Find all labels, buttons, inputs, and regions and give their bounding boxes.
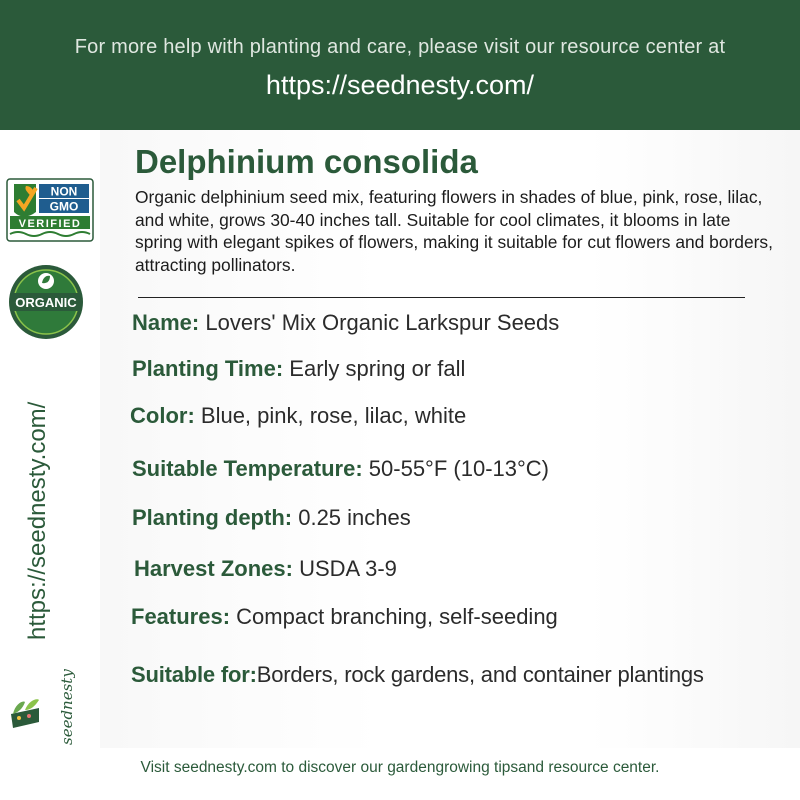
detail-value: USDA 3-9 (299, 556, 397, 581)
banner-help-text: For more help with planting and care, please visit our resource center at (74, 36, 726, 58)
detail-depth (132, 505, 411, 531)
detail-planting-time (132, 356, 465, 382)
non-gmo-verified-badge (6, 178, 94, 242)
organic-badge (7, 263, 85, 341)
organic-label: ORGANIC (15, 295, 77, 310)
detail-name (132, 310, 559, 336)
banner-url-link[interactable]: https://seednesty.com/ (265, 70, 535, 100)
detail-value: 50-55°F (10-13°C) (368, 456, 550, 481)
detail-value: Blue, pink, rose, lilac, white (200, 403, 467, 428)
detail-label: Suitable for: (131, 662, 257, 687)
detail-harvest-zones (134, 556, 397, 582)
detail-value: 0.25 inches (298, 505, 411, 530)
non-gmo-line1: NON (50, 184, 78, 199)
top-banner (0, 0, 800, 130)
detail-value: Compact branching, self-seeding (236, 604, 558, 629)
detail-label: Features: (131, 604, 231, 629)
footer-text: Visit seednesty.com to discover our gardengrowing tipsand resource center. (140, 759, 660, 776)
product-title: Delphinium consolida (135, 143, 478, 180)
detail-label: Color: (130, 403, 195, 428)
product-description: Organic delphinium seed mix, featuring flowers in shades of blue, pink, rose, lilac, and white, grows 30-40 inches tall. Suitable for cool climates, it blooms in late spring with elegant spikes of flowers, making it suitable for cut flowers and borders, attracting pollinators. (135, 187, 773, 275)
seednesty-logo-icon (5, 692, 45, 732)
detail-suitable-for (131, 662, 704, 688)
detail-label: Planting Time: (132, 356, 284, 381)
detail-label: Planting depth: (132, 505, 293, 530)
divider (138, 297, 745, 298)
detail-value: Early spring or fall (289, 356, 466, 381)
detail-color (130, 403, 466, 429)
vertical-url-text: https://seednesty.com/ (24, 401, 51, 640)
detail-label: Harvest Zones: (134, 556, 293, 581)
detail-label: Name: (132, 310, 200, 335)
check-leaf-icon (14, 184, 36, 217)
detail-features (131, 604, 558, 630)
footer (0, 748, 800, 800)
detail-temperature (132, 456, 549, 482)
detail-label: Suitable Temperature: (132, 456, 363, 481)
detail-value: Lovers' Mix Organic Larkspur Seeds (205, 310, 560, 335)
non-gmo-line2: GMO (49, 199, 79, 214)
detail-value: Borders, rock gardens, and container plantings (256, 662, 704, 687)
non-gmo-line3: VERIFIED (18, 218, 82, 230)
